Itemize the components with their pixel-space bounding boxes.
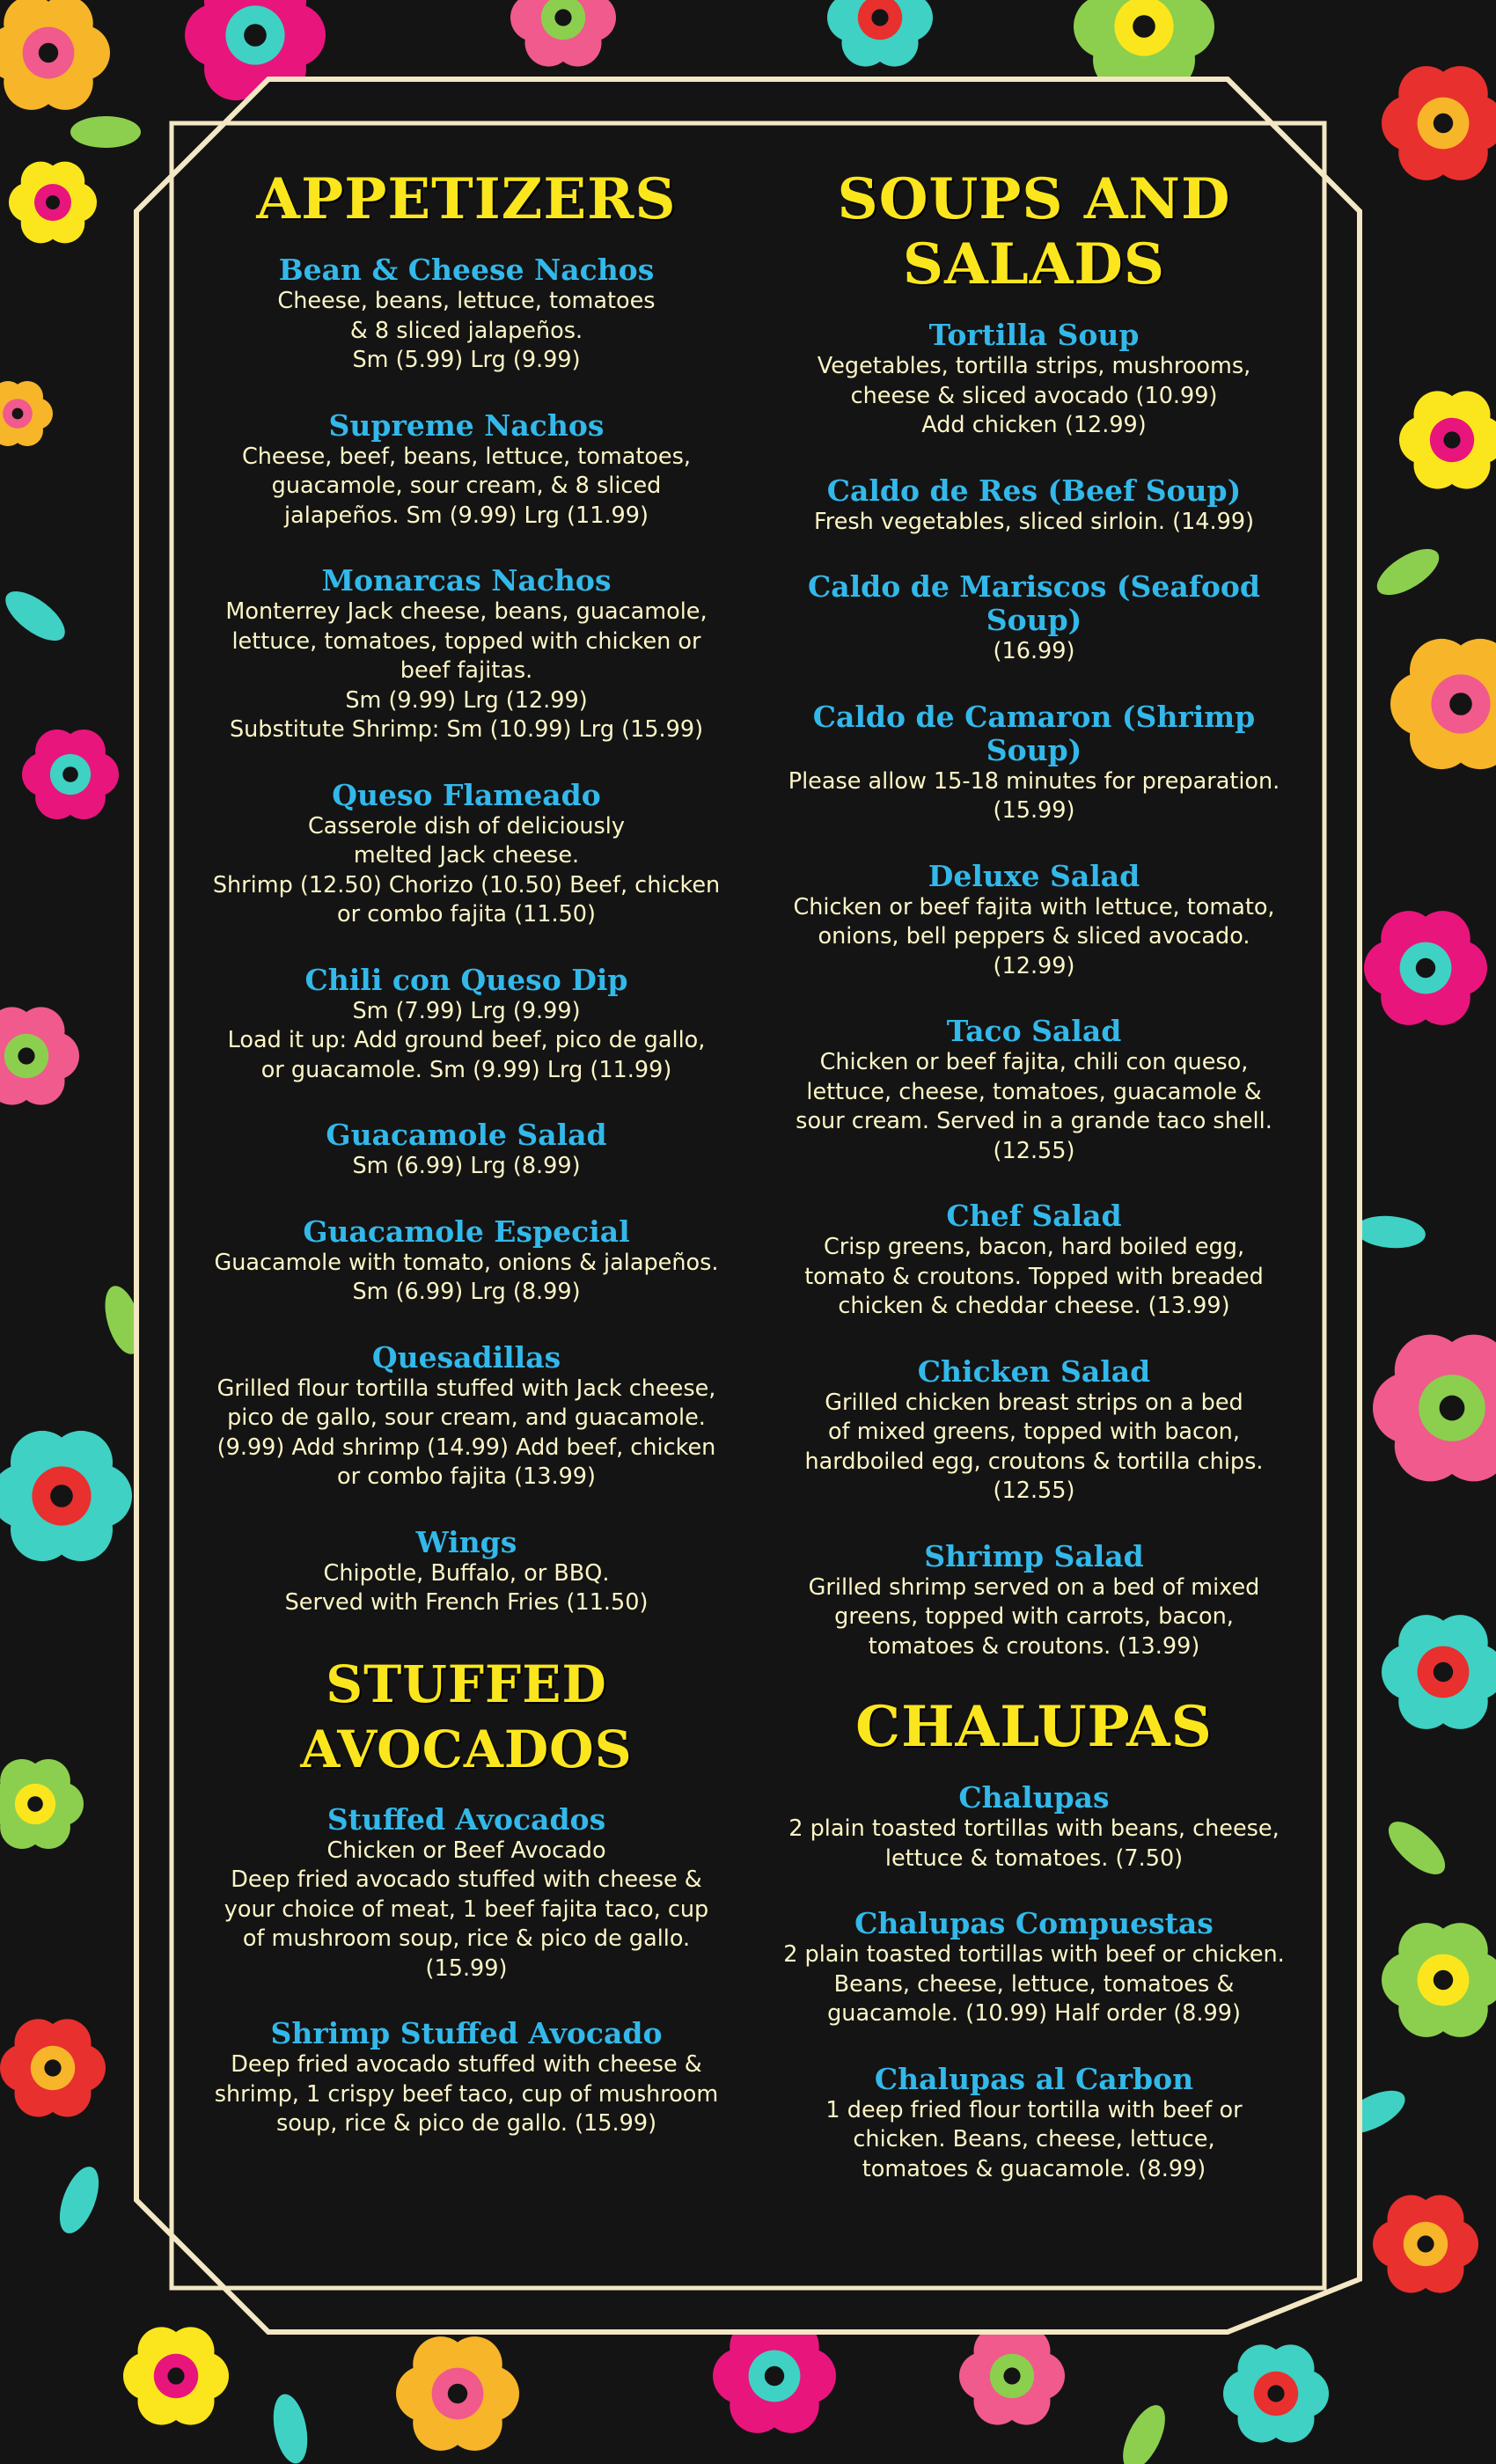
- menu-item: [761, 1781, 1307, 1874]
- menu-item: [194, 1118, 739, 1182]
- menu-item-name: Chicken Salad: [917, 1353, 1151, 1389]
- menu-item-description: Chicken or beef fajita with lettuce, tomato, onions, bell peppers & sliced avocado. (12.99): [793, 893, 1275, 979]
- menu-item-description: 2 plain toasted tortillas with beans, cheese, lettuce & tomatoes. (7.50): [788, 1815, 1280, 1872]
- menu-item-description: Cheese, beans, lettuce, tomatoes & 8 sliced jalapeños. Sm (5.99) Lrg (9.99): [277, 288, 656, 373]
- menu-item-description: Sm (7.99) Lrg (9.99) Load it up: Add ground beef, pico de gallo, or guacamole. Sm (9.99) Lrg (11.99): [227, 997, 706, 1083]
- menu-item-description: Casserole dish of deliciously melted Jack cheese. Shrimp (12.50) Chorizo (10.50) Beef, chicken or combo fajita (11.50): [212, 812, 721, 928]
- menu-item: [194, 1215, 739, 1308]
- menu-item: [761, 1015, 1307, 1166]
- menu-item-name: Wings: [415, 1524, 517, 1559]
- chalupas-list: [761, 1781, 1307, 2184]
- menu-item-description: Monterrey Jack cheese, beans, guacamole, lettuce, tomatoes, topped with chicken or beef fajitas. Sm (9.99) Lrg (12.99) Substitute Shrimp: Sm (10.99) Lrg (15.99): [225, 598, 708, 743]
- menu-item-name: Chalupas: [958, 1780, 1110, 1815]
- menu-item-name: Quesadillas: [371, 1339, 561, 1375]
- menu-item: [194, 1341, 739, 1492]
- menu-item: [194, 409, 739, 532]
- menu-item-name: Caldo de Mariscos (Seafood Soup): [807, 569, 1260, 637]
- menu-item-description: (16.99): [993, 638, 1075, 664]
- menu-item-name: Caldo de Res (Beef Soup): [826, 473, 1242, 508]
- menu-item-description: Grilled flour tortilla stuffed with Jack cheese, pico de gallo, sour cream, and guacamole. (9.99) Add shrimp (14.99) Add beef, chicken or combo fajita (13.99): [216, 1375, 716, 1490]
- section-title-chalupas: CHALUPAS: [855, 1694, 1213, 1760]
- menu-item-description: Crisp greens, bacon, hard boiled egg, tomato & croutons. Topped with breaded chicken & cheddar cheese. (13.99): [804, 1234, 1264, 1319]
- menu-item: [194, 564, 739, 745]
- menu-item-description: Grilled shrimp served on a bed of mixed greens, topped with carrots, bacon, tomatoes & croutons. (13.99): [808, 1573, 1260, 1660]
- menu-item: [761, 860, 1307, 982]
- menu-item: [761, 319, 1307, 441]
- menu-item: [761, 474, 1307, 538]
- menu-item-description: Chicken or Beef Avocado Deep fried avocado stuffed with cheese & your choice of meat, 1 beef fajita taco, cup of mushroom soup, rice & pico de gallo. (15.99): [224, 1837, 709, 1982]
- menu-item-description: 2 plain toasted tortillas with beef or chicken. Beans, cheese, lettuce, tomatoes & guacamole. (10.99) Half order (8.99): [783, 1941, 1285, 2027]
- appetizers-section: [194, 167, 739, 1618]
- menu-item-name: Tortilla Soup: [928, 318, 1140, 352]
- stuffed-avocados-list: [194, 1803, 739, 2139]
- menu-item-name: Supreme Nachos: [328, 407, 605, 443]
- menu-item-name: Bean & Cheese Nachos: [278, 253, 655, 287]
- menu-item-name: Monarcas Nachos: [321, 563, 612, 598]
- menu-item: [761, 570, 1307, 667]
- menu-item: [194, 253, 739, 376]
- menu-item-name: Deluxe Salad: [928, 858, 1140, 893]
- menu-item-description: Chicken or beef fajita, chili con queso, lettuce, cheese, tomatoes, guacamole & sour cream. Served in a grande taco shell. (12.55): [796, 1049, 1272, 1164]
- left-column: [194, 167, 739, 2173]
- section-title-soups-salads: SOUPS AND SALADS: [837, 166, 1231, 297]
- menu-item-name: Stuffed Avocados: [326, 1801, 606, 1837]
- menu-item: [761, 1199, 1307, 1322]
- menu-item: [761, 1355, 1307, 1507]
- menu-item-description: Grilled chicken breast strips on a bed of mixed greens, topped with bacon, hardboiled egg, croutons & tortilla chips. (12.55): [804, 1389, 1264, 1504]
- menu-item-name: Taco Salad: [946, 1014, 1122, 1048]
- menu-item: [761, 700, 1307, 826]
- menu-item-description: Cheese, beef, beans, lettuce, tomatoes, guacamole, sour cream, & 8 sliced jalapeños. Sm (9.99) Lrg (11.99): [241, 443, 692, 529]
- menu-item: [194, 964, 739, 1086]
- stuffed-avocados-section: [194, 1652, 739, 2139]
- right-column: [761, 167, 1307, 2218]
- menu-item-description: Chipotle, Buffalo, or BBQ. Served with French Fries (11.50): [284, 1559, 649, 1616]
- chalupas-section: [761, 1695, 1307, 2184]
- menu-item-description: Sm (6.99) Lrg (8.99): [352, 1153, 581, 1179]
- soups-salads-list: [761, 319, 1307, 1661]
- menu-item: [761, 2063, 1307, 2185]
- menu-item-name: Caldo de Camaron (Shrimp Soup): [812, 699, 1256, 767]
- appetizers-list: [194, 253, 739, 1618]
- menu-item-name: Shrimp Salad: [924, 1538, 1144, 1573]
- menu-item-name: Chalupas Compuestas: [854, 1906, 1214, 1940]
- soups-salads-section: [761, 167, 1307, 1661]
- menu-item: [761, 1907, 1307, 2029]
- menu-item-description: Please allow 15-18 minutes for preparation. (15.99): [788, 767, 1280, 824]
- section-title-stuffed-avocados: STUFFED AVOCADOS: [300, 1654, 633, 1779]
- menu-item-name: Guacamole Salad: [326, 1118, 607, 1152]
- menu-item: [194, 1803, 739, 1984]
- menu-item: [761, 1540, 1307, 1662]
- menu-item-name: Guacamole Especial: [303, 1214, 630, 1249]
- menu-item-name: Chef Salad: [946, 1199, 1122, 1233]
- menu-item-description: 1 deep fried flour tortilla with beef or chicken. Beans, cheese, lettuce, tomatoes & guacamole. (8.99): [825, 2096, 1243, 2182]
- menu-item-description: Deep fried avocado stuffed with cheese & shrimp, 1 crispy beef taco, cup of mushroom soup, rice & pico de gallo. (15.99): [214, 2051, 719, 2137]
- menu-item-name: Shrimp Stuffed Avocado: [270, 2016, 663, 2050]
- menu-item-name: Chalupas al Carbon: [874, 2061, 1194, 2096]
- section-title-appetizers: APPETIZERS: [256, 166, 677, 232]
- menu-item-description: Fresh vegetables, sliced sirloin. (14.99): [813, 508, 1255, 535]
- menu-item: [194, 779, 739, 930]
- menu-item-name: Chili con Queso Dip: [304, 962, 628, 997]
- menu-item-name: Queso Flameado: [332, 777, 601, 812]
- menu-item: [194, 1526, 739, 1618]
- menu-item-description: Vegetables, tortilla strips, mushrooms, cheese & sliced avocado (10.99) Add chicken (12.99): [817, 353, 1251, 438]
- menu-item: [194, 2017, 739, 2139]
- menu-item-description: Guacamole with tomato, onions & jalapeños. Sm (6.99) Lrg (8.99): [214, 1249, 719, 1305]
